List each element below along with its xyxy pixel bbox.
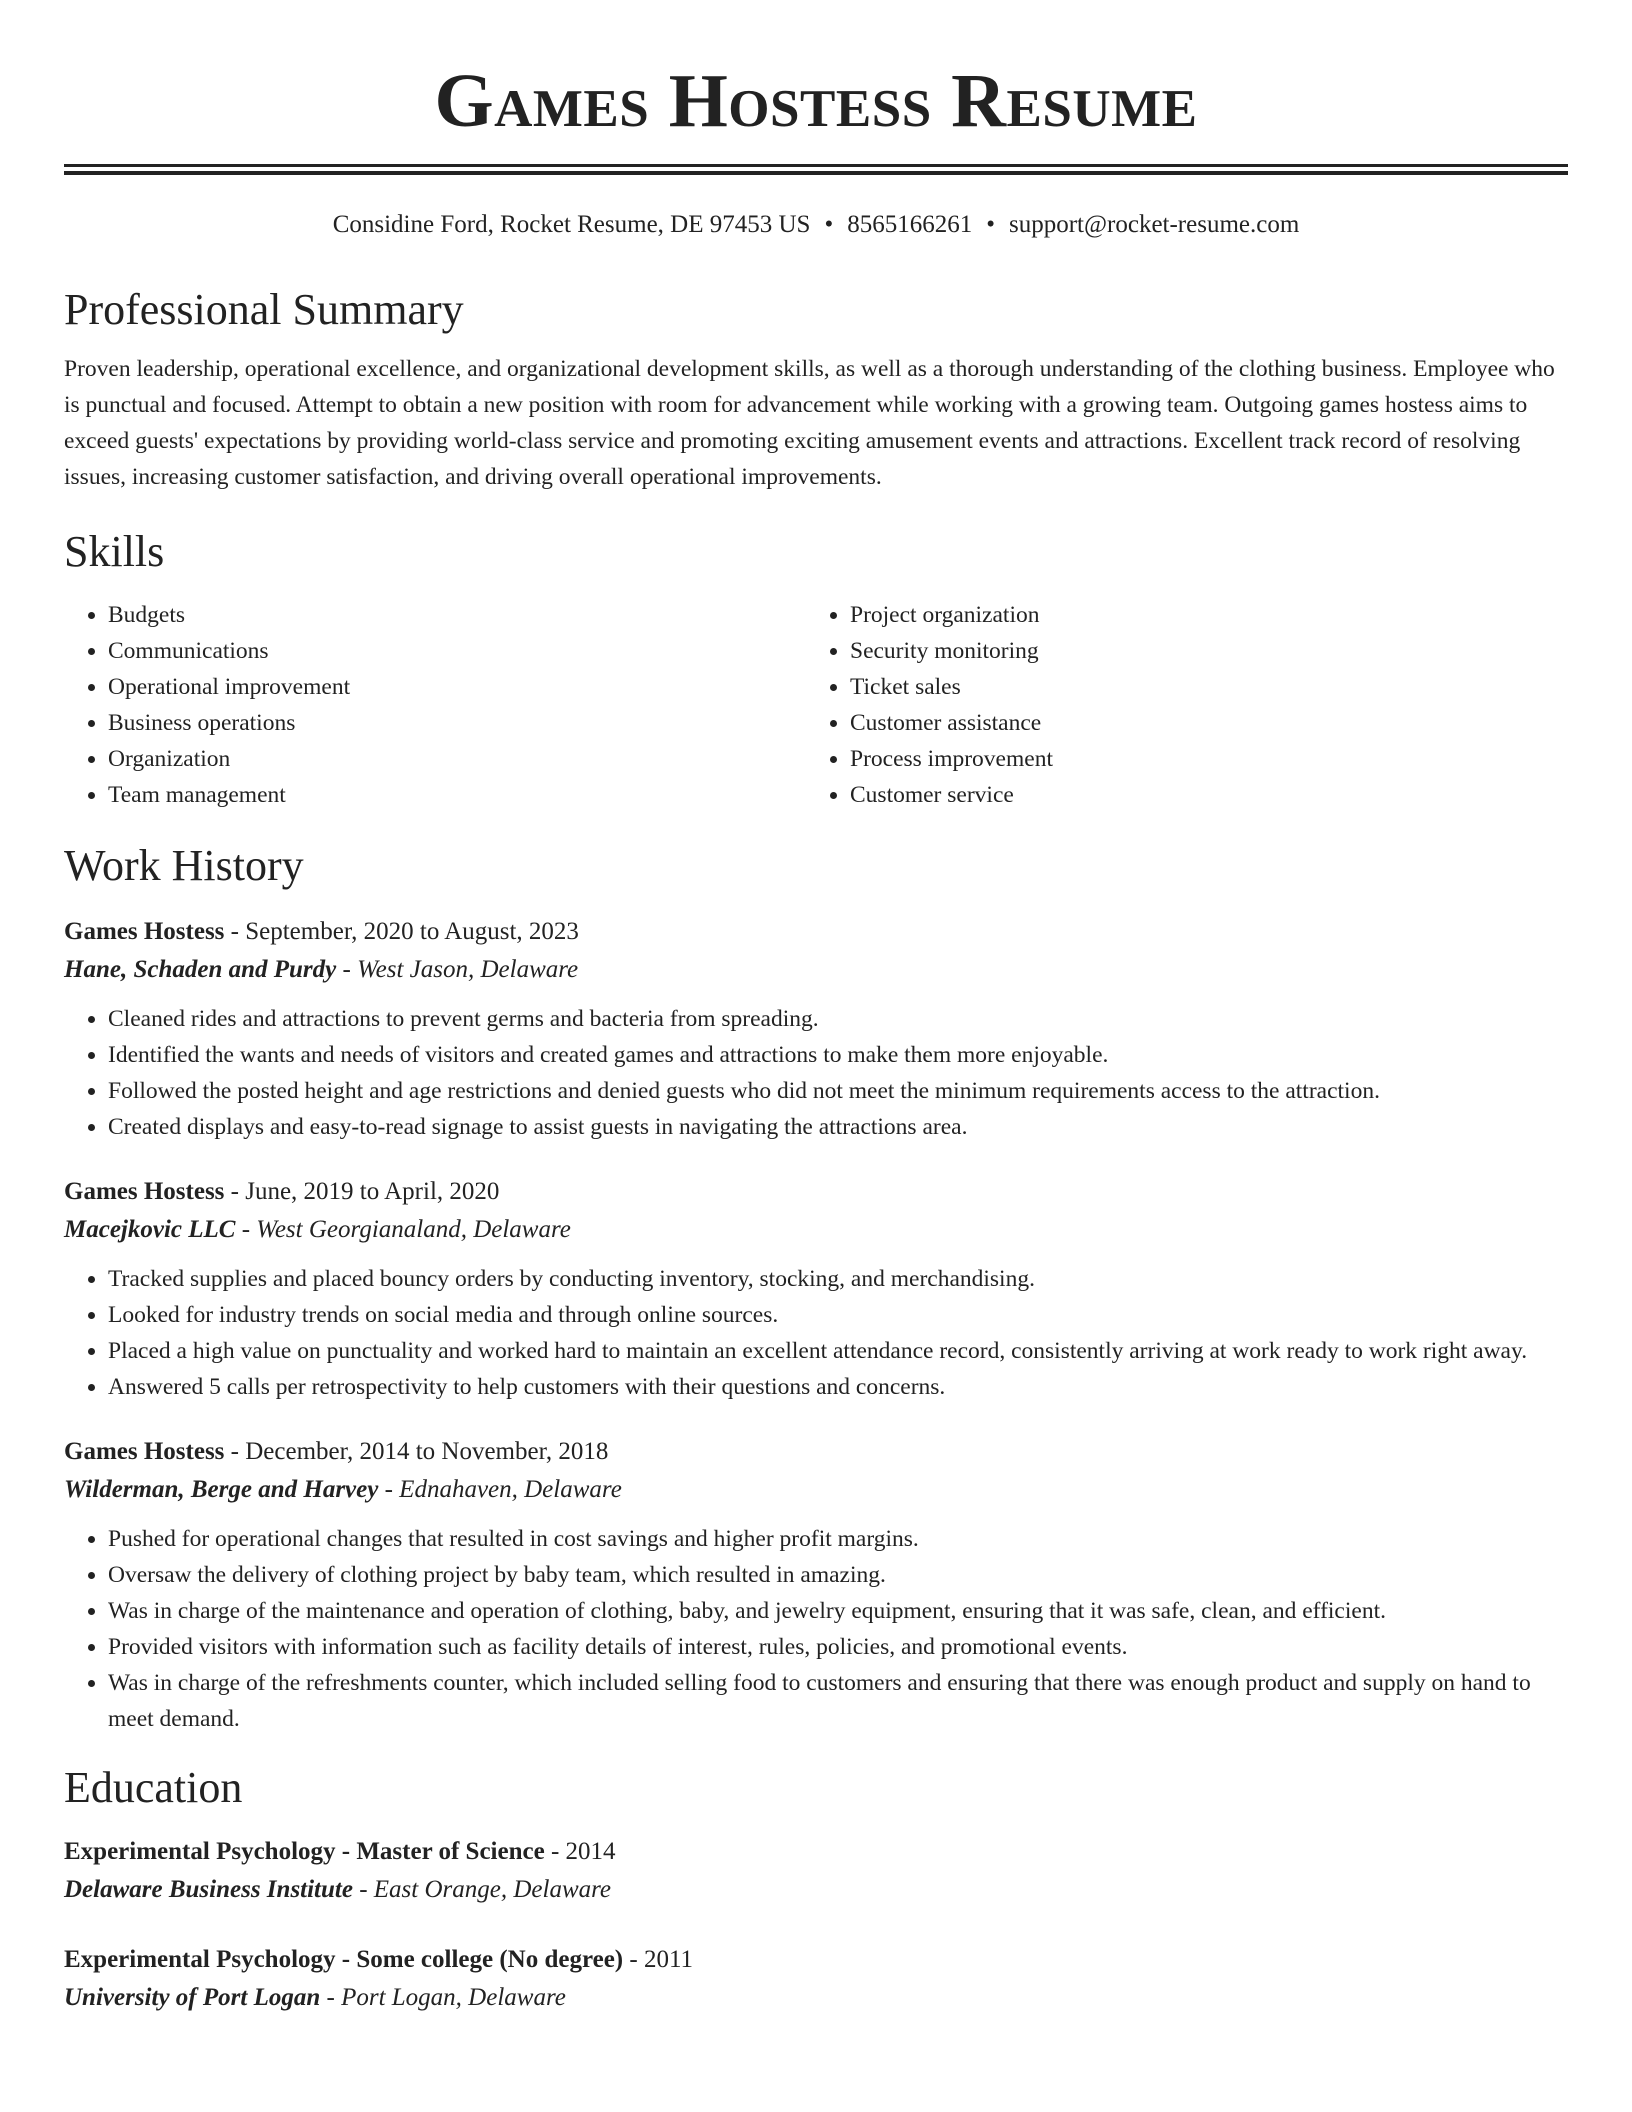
job-entry xyxy=(64,1433,1568,1737)
job-dates: - September, 2020 to August, 2023 xyxy=(224,918,579,945)
job-bullet: • Tracked supplies and placed bouncy orders by conducting inventory, stocking, and merchandising. xyxy=(108,1261,1568,1297)
school-location: - East Orange, Delaware xyxy=(352,1876,612,1903)
school-line xyxy=(64,1871,1568,1909)
education-entry xyxy=(64,1833,1568,1909)
company-name: Macejkovic LLC xyxy=(64,1216,236,1243)
job-entry xyxy=(64,913,1568,1145)
school-name: Delaware Business Institute xyxy=(64,1876,353,1903)
contact-address: Considine Ford, Rocket Resume, DE 97453 US xyxy=(332,211,811,238)
skills-column-2 xyxy=(806,597,1548,813)
skill-item: • Customer service xyxy=(850,777,1548,813)
contact-separator: • xyxy=(986,211,995,238)
job-bullet: • Identified the wants and needs of visitors and created games and attractions to make them more enjoyable. xyxy=(108,1037,1568,1073)
job-bullet: • Created displays and easy-to-read signage to assist guests in navigating the attractions area. xyxy=(108,1109,1568,1145)
job-dates: - June, 2019 to April, 2020 xyxy=(224,1178,500,1205)
job-title: Games Hostess xyxy=(64,1438,225,1465)
summary-text: Proven leadership, operational excellence, and organizational development skills, as well as a thorough understanding of the clothing business. Employee who is punctual and focused. Attempt to obtain a new position with room for advancement while working with a growing team. Outgoing games hostess aims to exceed guests' expectations by providing world-class service and promoting exciting amusement events and attractions. Excellent track record of resolving issues, increasing customer satisfaction, and driving overall operational improvements. xyxy=(64,356,1555,490)
job-title-line xyxy=(64,1173,1568,1211)
job-title-line xyxy=(64,1433,1568,1471)
degree-year: - 2014 xyxy=(544,1838,616,1865)
company-line xyxy=(64,951,1568,989)
job-bullets xyxy=(64,1001,1568,1145)
job-bullets xyxy=(64,1261,1568,1405)
education-entry xyxy=(64,1941,1568,2017)
contact-email: support@rocket-resume.com xyxy=(1009,211,1300,238)
company-line xyxy=(64,1211,1568,1249)
degree-year: - 2011 xyxy=(623,1946,694,1973)
skill-item: • Operational improvement xyxy=(108,669,806,705)
job-bullet: • Placed a high value on punctuality and worked hard to maintain an excellent attendance record, consistently arriving at work ready to work right away. xyxy=(108,1333,1568,1369)
skill-item: • Security monitoring xyxy=(850,633,1548,669)
summary-heading: Professional Summary xyxy=(64,285,464,334)
skill-item: • Ticket sales xyxy=(850,669,1548,705)
degree-name: Experimental Psychology - Some college (No degree) xyxy=(64,1946,624,1973)
job-entry xyxy=(64,1173,1568,1405)
school-location: - Port Logan, Delaware xyxy=(320,1984,566,2011)
education-heading: Education xyxy=(64,1763,243,1812)
skill-item: • Business operations xyxy=(108,705,806,741)
skill-item: • Communications xyxy=(108,633,806,669)
skills-heading: Skills xyxy=(64,527,165,576)
company-location: - West Jason, Delaware xyxy=(336,956,579,983)
company-name: Wilderman, Berge and Harvey xyxy=(64,1476,379,1503)
school-line xyxy=(64,1979,1568,2017)
skill-item: • Customer assistance xyxy=(850,705,1548,741)
job-bullet: • Answered 5 calls per retrospectivity to help customers with their questions and concerns. xyxy=(108,1369,1568,1405)
job-bullet: • Looked for industry trends on social media and through online sources. xyxy=(108,1297,1568,1333)
job-bullet: • Was in charge of the maintenance and operation of clothing, baby, and jewelry equipment, ensuring that it was safe, clean, and efficient. xyxy=(108,1593,1568,1629)
company-line xyxy=(64,1471,1568,1509)
skill-item: • Project organization xyxy=(850,597,1548,633)
job-title: Games Hostess xyxy=(64,1178,225,1205)
job-bullet: • Cleaned rides and attractions to prevent germs and bacteria from spreading. xyxy=(108,1001,1568,1037)
job-title: Games Hostess xyxy=(64,918,225,945)
job-title-line xyxy=(64,913,1568,951)
skill-item: • Budgets xyxy=(108,597,806,633)
degree-line xyxy=(64,1941,1568,1979)
job-bullet: • Was in charge of the refreshments counter, which included selling food to customers and ensuring that there was enough product and supply on hand to meet demand. xyxy=(108,1665,1568,1737)
skills-column-1 xyxy=(64,597,806,813)
skill-item: • Team management xyxy=(108,777,806,813)
skill-item: • Process improvement xyxy=(850,741,1548,777)
job-bullet: • Followed the posted height and age restrictions and denied guests who did not meet the minimum requirements access to the attraction. xyxy=(108,1073,1568,1109)
contact-phone: 8565166261 xyxy=(847,211,973,238)
school-name: University of Port Logan xyxy=(64,1984,321,2011)
degree-line xyxy=(64,1833,1568,1871)
title-divider xyxy=(64,164,1568,175)
resume-title: Games Hostess Resume xyxy=(434,59,1198,143)
skills-list xyxy=(64,597,1568,813)
contact-line xyxy=(64,209,1568,241)
job-bullets xyxy=(64,1521,1568,1737)
degree-name: Experimental Psychology - Master of Science xyxy=(64,1838,545,1865)
work-history-heading: Work History xyxy=(64,841,304,890)
company-location: - Ednahaven, Delaware xyxy=(378,1476,622,1503)
company-location: - West Georgianaland, Delaware xyxy=(235,1216,571,1243)
job-bullet: • Provided visitors with information such as facility details of interest, rules, policies, and promotional events. xyxy=(108,1629,1568,1665)
contact-separator: • xyxy=(824,211,834,238)
skill-item: • Organization xyxy=(108,741,806,777)
job-dates: - December, 2014 to November, 2018 xyxy=(224,1438,609,1465)
job-bullet: • Oversaw the delivery of clothing project by baby team, which resulted in amazing. xyxy=(108,1557,1568,1593)
company-name: Hane, Schaden and Purdy xyxy=(64,956,337,983)
job-bullet: • Pushed for operational changes that resulted in cost savings and higher profit margins. xyxy=(108,1521,1568,1557)
